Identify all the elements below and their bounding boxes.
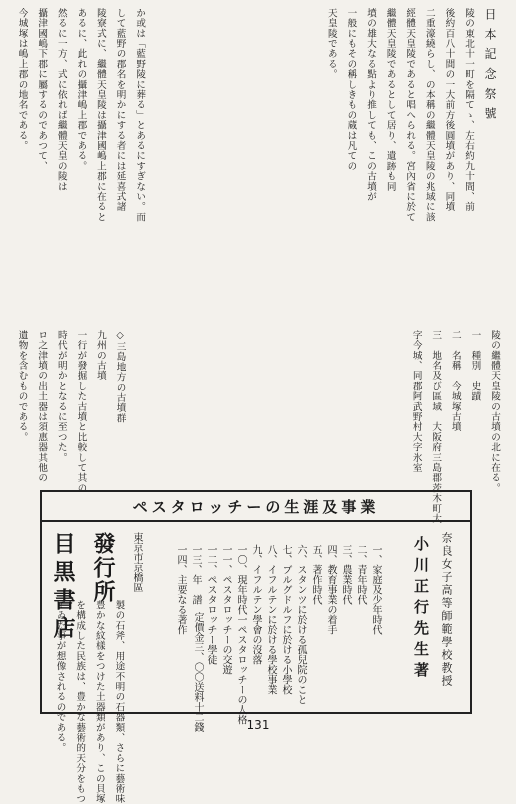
ad-price: 定價金三、〇〇送料十二錢 xyxy=(192,612,203,732)
toc-item: 三、農業時代 xyxy=(340,544,351,605)
toc-item: 二、青年時代 xyxy=(355,544,366,605)
page-number: 131 xyxy=(246,718,270,732)
toc-item: 五、著作時代 xyxy=(310,544,321,605)
toc-item: 一、家庭及少年時代 xyxy=(370,544,381,635)
body-paragraph-1: 陵の東北十一町を隔てゝ、左右約九十間、前 後約百八十間の一大前方後圓墳があり、同墳 二重濠繞らし、の本稱の繼體天皇陵の兆域に該 經體天皇陵であると唱へられる。宮內省に於て 繼體天皇陵であるとして居り、遺跡も同 墳の雄大なる點より推しても、この古墳が 一般にもその稱しきもの蔵は凡ての 天皇陵である。 xyxy=(325,8,474,223)
toc-item: 一四、主要なる著作 xyxy=(175,544,186,635)
toc-item: 一二、ペスタロッチー學徒 xyxy=(205,544,216,665)
publisher-name: 目黒書店 xyxy=(50,532,76,644)
body-paragraph-3: か或は「藍野陵に葬る」とあるにすぎない。而 して藍野の郡名を明かにする者には延喜式諸 陵寮式に、繼體天皇陵は攝津國嶋上郡に在ると あるに、此れの攝津嶋上郡である。 然るに一方、式に依れば繼體天皇の陵は 攝津國嶋下郡に屬するのであつて、 今城塚は嶋上郡の地名である。 xyxy=(16,8,146,223)
ad-author-title: 奈良女子高等師範學校教授 xyxy=(440,532,453,688)
toc-item: 九、イフルテン學會の沒落 xyxy=(250,544,261,665)
body-paragraph-2: 陵の繼體天皇陵の古墳の北に在る。 一 種別 史蹟 二 名稱 今城塚古墳 三 地名及び區域 大阪府三島郡茨木町大 字今城、同郡阿武野村大字氷室 xyxy=(410,330,500,524)
toc-item: 一一、ペスタロッチーの交遊 xyxy=(220,544,231,675)
toc-item: 四、教育事業の着手 xyxy=(325,544,336,635)
publisher-address: 東京市京橋區 xyxy=(131,532,142,592)
toc-item: 七、ブルグドルフに於ける小學校 xyxy=(280,544,291,695)
toc-item: 六、スタンツに於ける孤兒院のこと xyxy=(295,544,306,705)
ad-author-name: 小川正行先生著 xyxy=(412,536,430,683)
page-header: 日 本 記 念 祭 號 xyxy=(483,8,497,122)
body-paragraph-4: ◇三島地方の古墳群 九州の古墳 一行が發掘した古墳と比較して其の 時代が明かとなるに至つた。 ロ之津墳の出土器は須惠器其他の 遺物を含むものである。 xyxy=(16,330,126,494)
toc-item: 一三、年 譜 xyxy=(190,544,201,605)
toc-item: 一〇、現年時代一ペスタロッチーの人格 xyxy=(235,544,246,725)
toc-item: 八、イフルテンに於ける學校事業 xyxy=(265,544,276,695)
publisher-label: 發行所 xyxy=(90,532,116,604)
body-paragraph-5: 製の石斧、用途不明の石器類、さらに藝術味 豊かな紋樣をつけた土器類があり、この貝塚 を構成した民族は、豊かな藝術的天分をもつ てゐた事が想像されるのである。 xyxy=(54,600,125,804)
ad-banner-title: ペスタロッチーの生涯及事業 xyxy=(42,492,470,522)
